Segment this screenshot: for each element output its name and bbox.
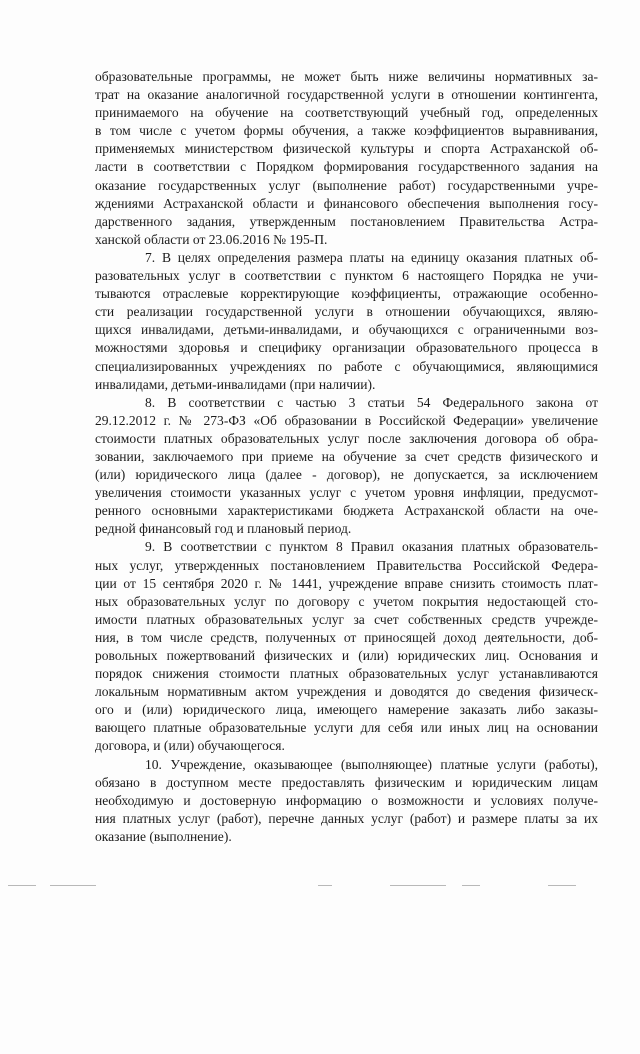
scan-artifact (318, 885, 332, 886)
text-line: оказание (выполнение). (95, 828, 232, 844)
text-line: щихся инвалидами, детьми-инвалидами, и обучающихся с ограниченными воз- (95, 322, 598, 338)
text-line: локальным нормативным актом учреждения и доводятся до сведения физическ- (95, 684, 598, 700)
text-line: ния, в том числе средств, полученных от приносящей доход деятельности, доб- (95, 629, 598, 645)
text-line: стоимости платных образовательных услуг после заключения договора об обра- (95, 430, 598, 446)
text-line: порядок снижения стоимости платных образовательных услуг устанавливаются (95, 666, 598, 682)
text-line: необходимую и достоверную информацию о возможности и условиях получе- (95, 792, 598, 808)
text-line: зовании, заключаемого при приеме на обучение за счет средств физического и (95, 448, 598, 464)
document-body (95, 68, 598, 846)
text-line: принимаемого на обучение на соответствующий учебный год, определенных (95, 105, 598, 121)
text-line: дарственного задания, утвержденным постановлением Правительства Астра- (95, 213, 598, 229)
text-line: имости платных образовательных услуг за счет собственных средств учрежде- (95, 611, 598, 627)
text-line: 10. Учреждение, оказывающее (выполняющее) платные услуги (работы), (145, 756, 598, 772)
text-line: редной финансовый год и плановый период. (95, 521, 352, 537)
text-line: ных услуг, утвержденных постановлением Правительства Российской Федера- (95, 557, 598, 573)
paragraph-10 (95, 756, 598, 846)
text-line: ровольных пожертвований физических и (или) юридических лиц. Основания и (95, 648, 598, 663)
text-line: ных образовательных услуг по договору с учетом покрытия недостающей сто- (95, 593, 598, 609)
text-line: инвалидами, детьми-инвалидами (при наличии). (95, 376, 376, 392)
text-line: образовательные программы, не может быть ниже величины нормативных за- (95, 69, 598, 84)
text-line: оказание государственных услуг (выполнение работ) государственными учре- (95, 177, 598, 193)
text-line: ренного основными характеристиками бюджета Астраханской области на оче- (95, 503, 598, 519)
text-line: 8. В соответствии с частью 3 статьи 54 Федерального закона от (145, 394, 598, 410)
text-line: сти реализации государственной услуги в отношении обучающихся, являю- (95, 304, 598, 320)
text-line: вающего платные образовательные услуги для себя или иных лиц на основании (95, 720, 598, 736)
text-line: ции от 15 сентября 2020 г. № 1441, учреждение вправе снизить стоимость плат- (95, 575, 598, 591)
scan-artifact (50, 885, 96, 886)
text-line: (или) юридического лица (далее - договор), не допускается, за исключением (95, 467, 598, 483)
text-line: применяемых министерством физической культуры и спорта Астраханской об- (95, 141, 598, 157)
text-line: ждениями Астраханской области и финансового обеспечения выполнения госу- (95, 195, 598, 211)
paragraph-continuation (95, 68, 598, 249)
text-line: разовательных услуг в соответствии с пунктом 6 настоящего Порядка не учи- (95, 268, 598, 284)
paragraph-7 (95, 249, 598, 394)
text-line: 9. В соответствии с пунктом 8 Правил оказания платных образователь- (145, 539, 598, 555)
scan-artifact (462, 885, 480, 886)
text-line: ния платных услуг (работ), перечне данных услуг (работ) и размере платы за их (95, 810, 598, 826)
text-line: 7. В целях определения размера платы на единицу оказания платных об- (145, 249, 598, 265)
scan-artifact (390, 885, 446, 886)
text-line: в том числе с учетом формы обучения, а также коэффициентов выравнивания, (95, 123, 598, 139)
text-line: трат на оказание аналогичной государственной услуги в отношении контингента, (95, 87, 598, 103)
text-line: ого и (или) юридического лица, имеющего намерение заказать либо заказы- (95, 702, 598, 718)
text-line: ханской области от 23.06.2016 № 195-П. (95, 231, 328, 247)
text-line: 29.12.2012 г. № 273-ФЗ «Об образовании в Российской Федерации» увеличение (95, 412, 598, 428)
text-line: увеличения стоимости указанных услуг с учетом уровня инфляции, предусмот- (95, 485, 598, 501)
scan-artifact (548, 885, 576, 886)
text-line: тываются отраслевые корректирующие коэффициенты, отражающие особенно- (95, 286, 598, 302)
paragraph-9 (95, 538, 598, 755)
text-line: специализированных учреждениях по работе с обучающимися, являющимися (95, 358, 598, 374)
text-line: обязано в доступном месте предоставлять физическим и юридическим лицам (95, 774, 598, 790)
scan-artifact (8, 885, 36, 886)
text-line: ласти в соответствии с Порядком формирования государственного задания на (95, 159, 598, 175)
text-line: договора, и (или) обучающегося. (95, 738, 285, 754)
text-line: можностями здоровья и специфику организации образовательного процесса в (95, 340, 598, 356)
paragraph-8 (95, 394, 598, 539)
